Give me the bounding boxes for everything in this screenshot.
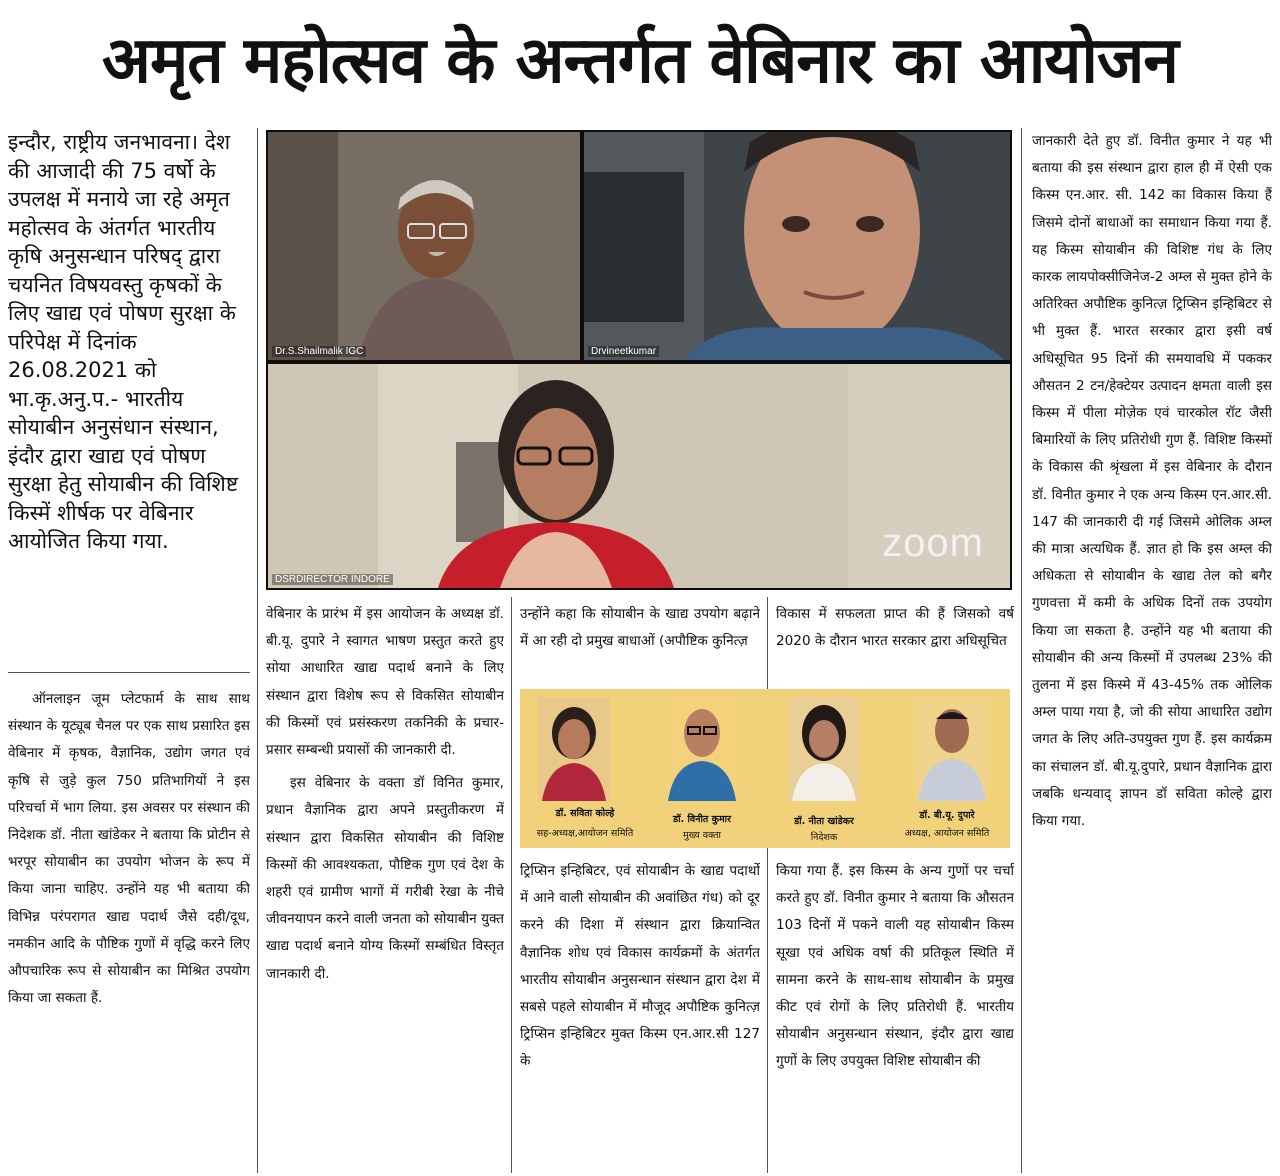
- zoom-logo: zoom: [882, 521, 984, 565]
- article-paragraph: उन्होंने कहा कि सोयाबीन के खाद्य उपयोग बढ़ाने में आ रही दो प्रमुख बाधाओं (अपौष्टिक कुनित्ज़: [520, 606, 760, 650]
- lead-paragraph: इन्दौर, राष्ट्रीय जनभावना। देश की आजादी की 75 वर्षो के उपलक्ष में मनाये जा रहे अमृत महोत्सव के अंतर्गत भारतीय कृषि अनुसन्धान परिषद् द्वारा चयनित विषयवस्तु कृषकों के लिए खाद्य एवं पोषण सुरक्षा के परिपेक्ष में दिनांक 26.08.2021 को भा.कृ.अनु.प.- भारतीय सोयाबीन अनुसंधान संस्थान, इंदौर द्वारा खाद्य एवं पोषण सुरक्षा हेतु सोयाबीन की विशिष्ट किस्में शीर्षक पर वेबिनार आयोजित किया गया.: [8, 130, 239, 553]
- participant-photo: [268, 132, 580, 360]
- speakers-photo-panel: [520, 689, 1010, 848]
- speaker-role: निदेशक: [810, 832, 838, 843]
- article-column-4: [776, 601, 1014, 685]
- article-paragraph: विकास में सफलता प्राप्त की हैं जिसको वर्ष 2020 के दौरान भारत सरकार द्वारा अधिसूचित: [776, 606, 1014, 650]
- speaker-photo: [916, 697, 988, 801]
- participant-name-label: Dr.S.Shailmalik IGC: [272, 346, 366, 357]
- participant-name-label: DSRDIRECTOR INDORE: [272, 574, 393, 585]
- lead-column: [8, 128, 250, 668]
- article-paragraph: ऑनलाइन जूम प्लेटफार्म के साथ साथ संस्थान के यूट्यूब चैनल पर एक साथ प्रसारित इस वेबिनार में कृषक, वैज्ञानिक, उद्योग जगत एवं कृषि से जुड़े कुल 750 प्रतिभागियों ने इस परिचर्चा में भाग लिया. इस अवसर पर संस्थान की निदेशक डॉ. नीता खांडेकर ने बताया कि प्रोटीन से भरपूर सोयाबीन का उपयोग भोजन के रूप में किया जाना चाहिए. उन्होंने यह भी बताया की विभिन्न परंपरागत खाद्य पदार्थ जैसे दही/दूध, नमकीन आदि के पौष्टिक गुणों में वृद्धि करने लिए औपचारिक रूप से सोयाबीन का मिश्रित उपयोग किया जा सकता हैं.: [8, 691, 250, 1007]
- speaker-role: सह-अध्यक्ष,आयोजन समिति: [536, 828, 634, 839]
- headline: अमृत महोत्सव के अन्तर्गत वेबिनार का आयोजन: [102, 24, 1178, 98]
- article-paragraph: ट्रिप्सिन इन्हिबिटर, एवं सोयाबीन के खाद्य पदार्थो में आने वाली सोयाबीन की अवांछित गंध) को दूर करने की दिशा में संस्थान द्वारा क्रियान्वित वैज्ञानिक शोध एवं विकास कार्यक्रमों के अंतर्गत भारतीय सोयाबीन अनुसन्धान संस्थान द्वारा देश में सबसे पहले सोयाबीन में मौजूद अपौष्टिक कुनित्ज़ ट्रिप्सिन इन्हिबिटर मुक्त किस्म एन.आर.सी 127 के: [520, 863, 760, 1070]
- article-column-1: [8, 686, 250, 1174]
- article-column-4-continued: [776, 858, 1014, 1173]
- zoom-webinar-screenshot: [266, 130, 1012, 590]
- participant-tile: [584, 132, 1010, 360]
- article-paragraph: किया गया हैं. इस किस्म के अन्य गुणों पर चर्चा करते हुए डॉ. विनीत कुमार ने बताया कि औसतन 103 दिनों में पकने वाली यह सोयाबीन किस्म सूखा एवं अधिक वर्षा की प्रतिकूल स्थिति में सामना करने के साथ-साथ सोयाबीन के प्रमुख कीट एवं रोगों के लिए प्रतिरोधी हैं. भारतीय सोयाबीन अनुसन्धान संस्थान, इंदौर द्वारा खाद्य गुणों के लिए उपयुक्त विशिष्ट सोयाबीन की: [776, 863, 1014, 1070]
- article-paragraph: वेबिनार के प्रारंभ में इस आयोजन के अध्यक्ष डॉ. बी.यू. दुपारे ने स्वागत भाषण प्रस्तुत करते हुए सोया आधारित खाद्य पदार्थ बनाने के लिए संस्थान द्वारा विशेष रूप से विकसित सोयाबीन की किस्मों एवं प्रसंस्करण तकनिकी के प्रचार-प्रसार सम्बन्धी प्रयासों की जानकारी दी.: [266, 606, 504, 759]
- speaker-name: डॉ. सविता कोल्हे: [555, 808, 615, 819]
- article-column-3: [520, 601, 760, 685]
- column-divider: [767, 597, 768, 1173]
- column-divider: [1021, 128, 1022, 1173]
- speaker-name: डॉ. बी.यू. दुपारे: [919, 810, 975, 821]
- article-paragraph: इस वेबिनार के वक्ता डॉ विनित कुमार, प्रधान वैज्ञानिक द्वारा अपने प्रस्तुतीकरण में संस्थान द्वारा विकसित सोयाबीन की विशिष्ट किस्मों की आवश्यकता, पौष्टिक गुण एवं देश के शहरी एवं ग्रामीण भागों में गरीबी रेखा के नीचे जीवनयापन करने वाली जनता को सोयाबीन युक्त खाद्य पदार्थ बनाने योग्य किस्मों सम्बंधित विस्तृत जानकारी दी.: [266, 775, 504, 982]
- speaker-name: डॉ. नीता खांडेकर: [794, 816, 854, 827]
- article-column-5: [1032, 128, 1272, 1173]
- participant-photo: [584, 132, 1010, 360]
- article-paragraph: जानकारी देते हुए डॉ. विनीत कुमार ने यह भी बताया की इस संस्थान द्वारा हाल ही में ऐसी एक किस्म एन.आर. सी. 142 का विकास किया हैं जिसमे दोनों बाधाओं का समाधान किया गया हैं. यह किस्म सोयाबीन की विशिष्ट गंध के लिए कारक लायपोक्सीजिनेज-2 अम्ल से मुक्त होने के अतिरिक्त अपौष्टिक कुनित्ज़ ट्रिप्सिन इन्हिबिटर से भी मुक्त हैं. भारत सरकार द्वारा इसी वर्ष अधिसूचित 95 दिनों की समयावधि में पककर औसतन 2 टन/हेक्टेयर उत्पादन क्षमता वाली इस किस्म में पीला मोज़ेक एवं चारकोल रॉट जैसी बिमारियों के लिए प्रतिरोधी गुण हैं. विशिष्ट किस्मों के विकास की श्रृंखला में इस वेबिनार के दौरान डॉ. विनीत कुमार ने एक अन्य किस्म एन.आर.सी. 147 की जानकारी दी गई जिसमे ओलिक अम्ल की मात्रा अत्यधिक हैं. ज्ञात हो कि इस अम्ल की अधिकता से सोयाबीन के खाद्य तेल को बगैर गुणवत्ता में कमी के अधिक दिनों तक उपयोग किया जा सकता है. उन्होंने यह भी बताया की सोयाबीन की अन्य किस्मों में उपलब्ध 23% की तुलना में इस किस्मे में 43-45% तक ओलिक अम्ल पाया गया है, जो की सोया आधारित उद्योग जगत के लिए अति-उपयुक्त गुण हैं. इस कार्यक्रम का संचालन डॉ. बी.यू.दुपारे, प्रधान वैज्ञानिक द्वारा जबकि धन्यवाद् ज्ञापन डॉ सविता कोल्हे द्वारा किया गया.: [1032, 133, 1272, 830]
- article-column-3-continued: [520, 858, 760, 1173]
- speaker-name: डॉ. विनीत कुमार: [673, 814, 731, 825]
- column-divider: [257, 128, 258, 1173]
- column-divider: [511, 597, 512, 1173]
- lead-divider: [8, 672, 250, 673]
- participant-tile: [268, 364, 1010, 588]
- article-column-2: [266, 601, 504, 1173]
- speaker-photo: [788, 697, 860, 801]
- speaker-role: मुख्य वक्ता: [682, 830, 722, 841]
- speaker-photo: [666, 697, 738, 801]
- participant-tile: [268, 132, 580, 360]
- speaker-photo: [538, 697, 610, 801]
- participant-name-label: Drvineetkumar: [588, 346, 659, 357]
- speaker-role: अध्यक्ष, आयोजन समिति: [904, 828, 990, 839]
